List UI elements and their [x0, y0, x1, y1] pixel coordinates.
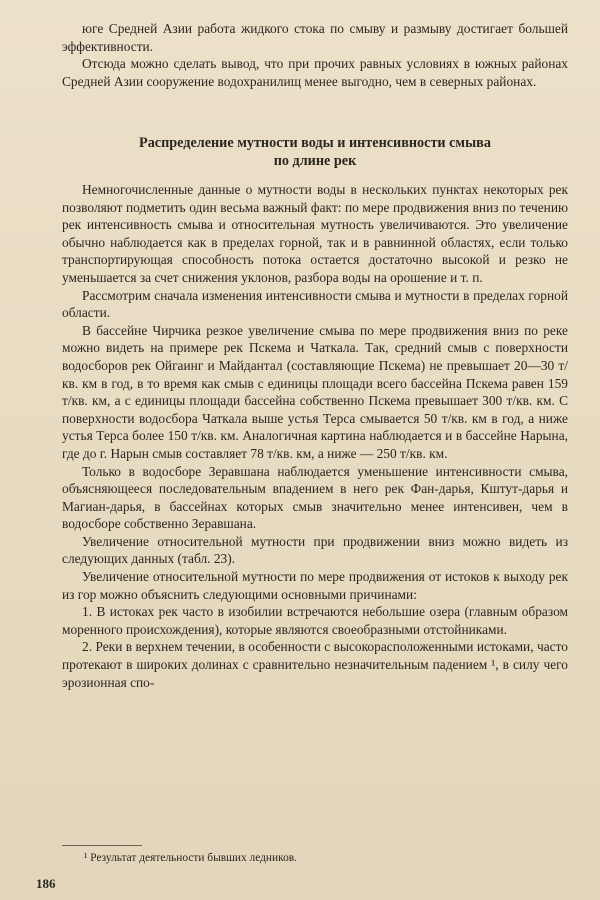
page-number: 186: [36, 876, 56, 891]
main-text: [62, 181, 568, 691]
paragraph: Немногочисленные данные о мутности воды в нескольких пунктах некоторых рек позволяют подметить один весьма важный факт: по мере продвижения вниз по течению рек интенсивность смыва и относительная мутность увеличиваются. Это увеличение обычно наблюдается как в пределах горной, так и в равнинной областях, если только транспортирующая способность потока остается достаточно высокой и резко не уменьшается за счет снижения уклонов, разбора воды на орошение и т. п.: [62, 182, 568, 285]
section-heading: [62, 134, 568, 170]
paragraph: В бассейне Чирчика резкое увеличение смыва по мере продвижения вниз по реке можно видеть на примере рек Пскема и Чаткала. Так, средний смыв с поверхности водосборов рек Ойгаинг и Майдантал (составляющие Пскема) не превышает 20—30 т/кв. км в год, в то время как смыв с единицы площади всего бассейна Пскема равен 159 т/кв. км, а с единицы площади бассейна собственно Пскема превышает 300 т/кв. км. С поверхности водосбора Чаткала выше устья Терса смывается 50 т/кв. км в год, а ниже устья Терса более 150 т/кв. км. Аналогичная картина наблюдается и в бассейне Нарына, где до г. Нарын смыв составляет 78 т/кв. км, а ниже — 250 т/кв. км.: [62, 322, 568, 461]
paragraph: Увеличение относительной мутности по мере продвижения от истоков к выходу рек из гор можно объяснить следующими основными причинами:: [62, 569, 568, 602]
paragraph: Только в водосборе Зеравшана наблюдается уменьшение интенсивности смыва, объясняющееся последовательным впадением в него рек Фан-дарья, Кштут-дарья и Магиан-дарья, в бассейнах которых смыв значительно менее интенсивен, чем в водосборе собственно Зеравшана.: [62, 463, 568, 532]
paragraph: 1. В истоках рек часто в изобилии встречаются небольшие озера (главным образом моренного происхождения), которые являются своеобразными отстойниками.: [62, 604, 568, 637]
footnote-divider: [62, 845, 142, 846]
paragraph: Отсюда можно сделать вывод, что при прочих равных условиях в южных районах Средней Азии сооружение водохранилищ менее выгодно, чем в северных районах.: [62, 56, 568, 89]
footnote: ¹ Результат деятельности бывших ледников.: [84, 852, 297, 864]
section-heading-line-2: по длине рек: [273, 153, 357, 169]
paragraph: юге Средней Азии работа жидкого стока по смыву и размыву достигает большей эффективности.: [62, 21, 568, 54]
paragraph: Рассмотрим сначала изменения интенсивности смыва и мутности в пределах горной области.: [62, 287, 568, 321]
section-heading-line-1: Распределение мутности воды и интенсивности смыва: [139, 135, 491, 151]
paragraph: Увеличение относительной мутности при продвижении вниз можно видеть из следующих данных (табл. 23).: [62, 533, 568, 567]
top-text: [62, 20, 568, 90]
paragraph: 2. Реки в верхнем течении, в особенности с высокорасположенными истоками, часто протекают в широких долинах с сравнительно незначительным падением ¹, в силу чего эрозионная спо-: [62, 639, 568, 690]
